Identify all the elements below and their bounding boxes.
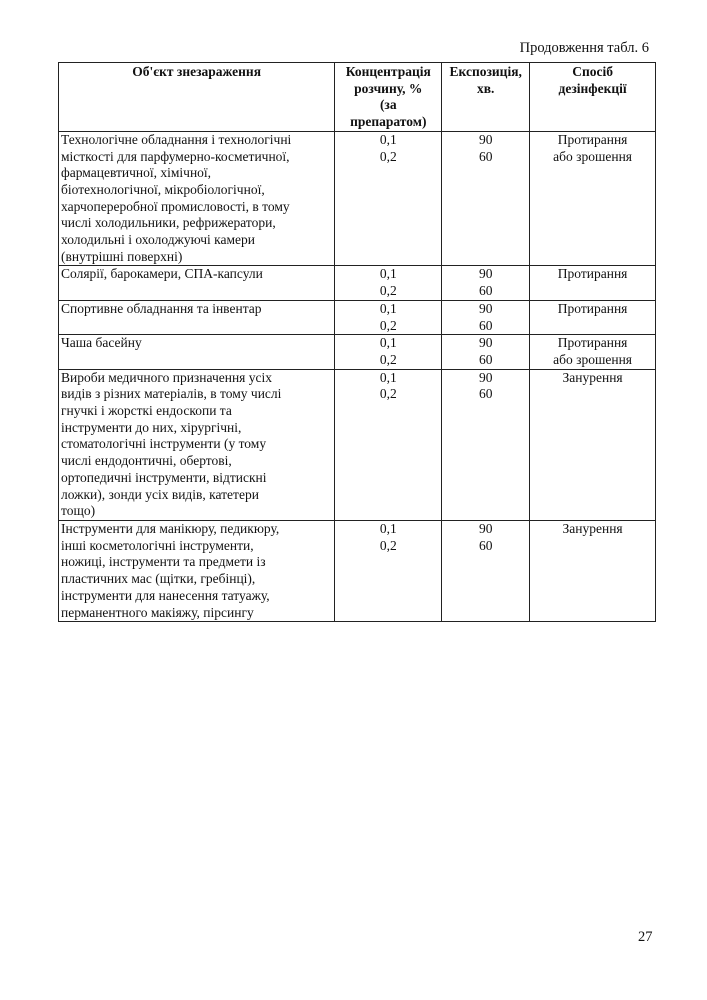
page-number: 27 xyxy=(638,929,653,945)
cell-method: Протирання xyxy=(530,300,656,334)
table-row xyxy=(59,369,656,520)
table-row xyxy=(59,131,656,266)
cell-object: Чаша басейну xyxy=(59,335,335,369)
cell-method: Занурення xyxy=(530,520,656,621)
cell-object: Спортивне обладнання та інвентар xyxy=(59,300,335,334)
header-concentration: Концентрація розчину, % (за препаратом) xyxy=(335,63,442,132)
header-method: Спосіб дезінфекції xyxy=(530,63,656,132)
cell-exposure: 90 60 xyxy=(442,335,530,369)
table-header-row xyxy=(59,63,656,132)
cell-object: Інструменти для манікюру, педикюру, інші косметологічні інструменти, ножиці, інструменти та предмети із пластичних мас (щітки, гребінці), інструменти для нанесення татуажу, перманентного макіяжу, пірсингу xyxy=(59,520,335,621)
header-exposure: Експозиція, хв. xyxy=(442,63,530,132)
cell-concentration: 0,1 0,2 xyxy=(335,266,442,300)
cell-concentration: 0,1 0,2 xyxy=(335,520,442,621)
cell-exposure: 90 60 xyxy=(442,300,530,334)
cell-concentration: 0,1 0,2 xyxy=(335,335,442,369)
table-row xyxy=(59,520,656,621)
disinfection-table xyxy=(58,62,656,622)
cell-object: Солярії, барокамери, СПА-капсули xyxy=(59,266,335,300)
cell-exposure: 90 60 xyxy=(442,131,530,266)
table-row xyxy=(59,335,656,369)
cell-concentration: 0,1 0,2 xyxy=(335,300,442,334)
cell-object: Вироби медичного призначення усіх видів з різних матеріалів, в тому числі гнучкі і жорсткі ендоскопи та інструменти до них, хірургічні, стоматологічні інструменти (у тому числі ендодонтичні, обертові, ортопедичні інструменти, відтискні ложки), зонди усіх видів, катетери тощо) xyxy=(59,369,335,520)
table-row xyxy=(59,266,656,300)
cell-exposure: 90 60 xyxy=(442,266,530,300)
cell-exposure: 90 60 xyxy=(442,520,530,621)
cell-method: Протирання або зрошення xyxy=(530,335,656,369)
cell-exposure: 90 60 xyxy=(442,369,530,520)
cell-method: Протирання xyxy=(530,266,656,300)
cell-method: Занурення xyxy=(530,369,656,520)
cell-concentration: 0,1 0,2 xyxy=(335,369,442,520)
table-row xyxy=(59,300,656,334)
header-object: Об'єкт знезараження xyxy=(59,63,335,132)
table-continuation-label: Продовження табл. 6 xyxy=(519,40,649,56)
cell-concentration: 0,1 0,2 xyxy=(335,131,442,266)
cell-method: Протирання або зрошення xyxy=(530,131,656,266)
cell-object: Технологічне обладнання і технологічні місткості для парфумерно-косметичної, фармацевтичної, хімічної, біотехнологічної, мікробіологічної, харчопереробної промисловості, в тому числі холодильники, рефрижератори, холодильні і охолоджуючі камери (внутрішні поверхні) xyxy=(59,131,335,266)
